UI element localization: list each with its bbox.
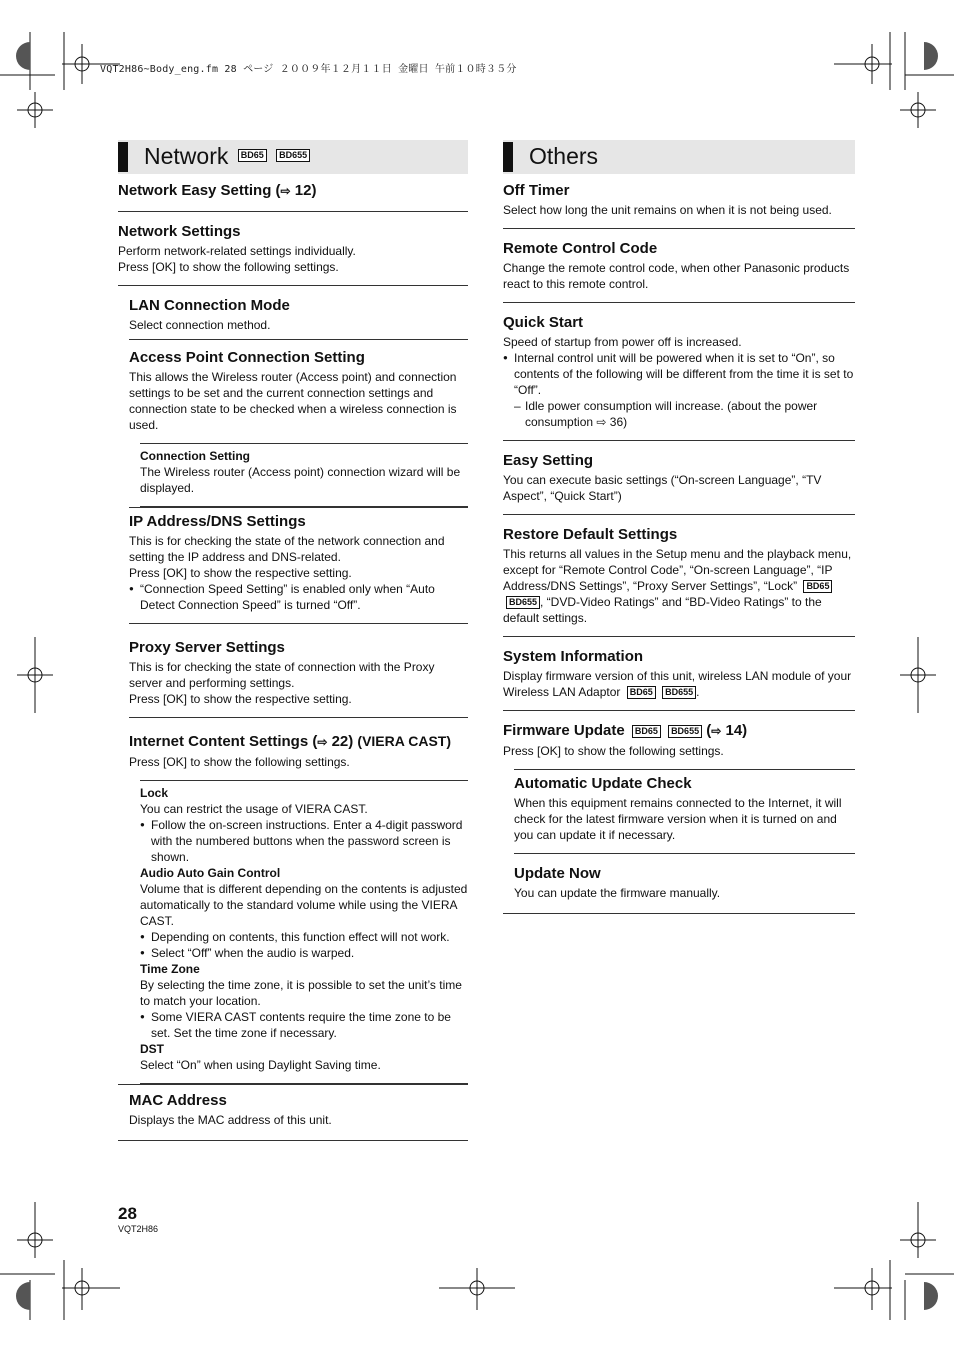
others-column xyxy=(503,140,855,924)
restore-defaults-title: Restore Default Settings xyxy=(503,526,678,543)
proxy-instruction: Press [OK] to show the respective setting. xyxy=(129,692,352,706)
lock-text: You can restrict the usage of VIERA CAST. xyxy=(140,802,368,816)
access-point-title: Access Point Connection Setting xyxy=(129,349,365,366)
arrow-icon: ⇨ xyxy=(596,415,607,429)
remote-code-title: Remote Control Code xyxy=(503,240,658,257)
system-info-title: System Information xyxy=(503,648,644,665)
system-info-text: Display firmware version of this unit, wireless LAN module of your Wireless LAN Adaptor BD65 BD655 . xyxy=(503,669,852,699)
update-now-text: You can update the firmware manually. xyxy=(514,886,721,900)
quick-start-title: Quick Start xyxy=(503,314,584,331)
section-bar xyxy=(118,142,128,172)
arrow-icon: ⇨ xyxy=(711,724,722,738)
connection-setting-block xyxy=(140,443,468,507)
restore-defaults-text: This returns all values in the Setup menu and the playback menu, except for “Remote Control Code”, “On-screen Language”, “IP Address/DNS Settings”, “Proxy Server Settings”, “Lock” BD65 BD655 , “DVD-Video Ratings” and “BD-Video Ratings” to the default settings. xyxy=(503,547,852,625)
connection-setting-text: The Wireless router (Access point) connection wizard will be displayed. xyxy=(140,465,461,495)
lan-connection-title: LAN Connection Mode xyxy=(129,297,290,314)
ip-dns-block xyxy=(129,507,468,624)
ip-dns-instruction: Press [OK] to show the respective setting. xyxy=(129,566,352,580)
arrow-icon: ⇨ xyxy=(280,184,291,198)
time-zone-text: By selecting the time zone, it is possible to set the unit’s time to match your location. xyxy=(140,978,462,1008)
network-section-header xyxy=(118,140,468,174)
proxy-block xyxy=(129,634,468,718)
remote-code-text: Change the remote control code, when other Panasonic products react to this remote control. xyxy=(503,261,850,291)
ip-dns-text: This is for checking the state of the network connection and setting the IP address and DNS-related. xyxy=(129,534,445,564)
firmware-update-block xyxy=(503,721,855,759)
access-point-block xyxy=(129,348,468,433)
network-settings-block xyxy=(118,222,468,286)
firmware-update-title: Firmware Update BD65 BD655 (⇨ 14) xyxy=(503,722,748,739)
agc-note-1: ● Depending on contents, this function effect will not work. xyxy=(140,929,468,945)
section-bar xyxy=(503,142,513,172)
bd655-badge: BD655 xyxy=(662,686,696,699)
off-timer-text: Select how long the unit remains on when it is not being used. xyxy=(503,203,832,217)
internet-content-title: Internet Content Settings (⇨ 22) (VIERA CAST) xyxy=(129,733,452,750)
easy-setting-title: Easy Setting xyxy=(503,452,594,469)
lock-title: Lock xyxy=(140,786,169,800)
internet-content-block xyxy=(129,728,468,770)
connection-setting-title: Connection Setting xyxy=(140,449,250,463)
time-zone-note: ● Some VIERA CAST contents require the time zone to be set. Set the time zone if necessary. xyxy=(140,1009,468,1041)
system-info-block xyxy=(503,647,855,711)
mac-address-title: MAC Address xyxy=(129,1092,227,1109)
auto-update-text: When this equipment remains connected to the Internet, it will check for the latest firmware version when it is turned on and you can update it if necessary. xyxy=(514,796,842,842)
bd65-badge: BD65 xyxy=(238,149,267,162)
internet-sub-block xyxy=(140,780,468,1084)
bd65-badge: BD65 xyxy=(803,580,832,593)
network-title: Network xyxy=(144,143,229,169)
remote-code-block xyxy=(503,239,855,303)
bd65-badge: BD65 xyxy=(627,686,656,699)
agc-title: Audio Auto Gain Control xyxy=(140,866,281,880)
lan-connection-block xyxy=(129,296,468,340)
update-now-block xyxy=(503,864,855,914)
mac-address-block xyxy=(118,1084,468,1141)
agc-text: Volume that is different depending on the contents is adjusted automatically to the standard volume while using the VIERA CAST. xyxy=(140,882,468,928)
network-easy-setting-block xyxy=(118,181,468,212)
time-zone-title: Time Zone xyxy=(140,962,200,976)
others-section-header xyxy=(503,140,855,174)
document-code: VQT2H86 xyxy=(118,1224,159,1234)
proxy-title: Proxy Server Settings xyxy=(129,639,285,656)
access-point-text: This allows the Wireless router (Access point) and connection settings to be set and the current connection settings and connection state to be checked when a wireless connection is used. xyxy=(129,370,457,432)
file-slug: VQT2H86~Body_eng.fm 28 ページ ２００９年１２月１１日 金曜日 午前１０時３５分 xyxy=(100,64,517,75)
bd655-badge: BD655 xyxy=(668,725,702,738)
network-settings-title: Network Settings xyxy=(118,223,241,240)
mac-address-text: Displays the MAC address of this unit. xyxy=(129,1113,332,1127)
network-settings-instruction: Press [OK] to show the following settings. xyxy=(118,260,339,274)
easy-setting-block xyxy=(503,451,855,515)
internet-content-instruction: Press [OK] to show the following settings. xyxy=(129,755,350,769)
lock-note: ● Follow the on-screen instructions. Enter a 4-digit password with the numbered buttons when the password screen is shown. xyxy=(140,817,468,865)
quick-start-subnote: – Idle power consumption will increase. (about the power consumption ⇨ 36) xyxy=(503,398,855,430)
quick-start-text: Speed of startup from power off is increased. xyxy=(503,335,742,349)
bd655-badge: BD655 xyxy=(276,149,310,162)
easy-setting-text: You can execute basic settings (“On-screen Language”, “TV Aspect”, “Quick Start”) xyxy=(503,473,822,503)
auto-update-title: Automatic Update Check xyxy=(514,775,692,792)
network-easy-setting-title: Network Easy Setting (⇨ 12) xyxy=(118,182,317,199)
off-timer-block xyxy=(503,181,855,229)
off-timer-title: Off Timer xyxy=(503,182,570,199)
bd655-badge: BD655 xyxy=(506,596,540,609)
others-title: Others xyxy=(529,143,599,169)
quick-start-block xyxy=(503,313,855,441)
ip-dns-note: ● “Connection Speed Setting” is enabled only when “Auto Detect Connection Speed” is turned “Off”. xyxy=(129,581,468,613)
page-number: 28 xyxy=(118,1204,137,1223)
quick-start-note: ● Internal control unit will be powered when it is set to “On”, so contents of the following will be different from the time it is set to “Off”. xyxy=(503,350,855,398)
dst-title: DST xyxy=(140,1042,164,1056)
firmware-update-instruction: Press [OK] to show the following settings. xyxy=(503,744,724,758)
proxy-text: This is for checking the state of connection with the Proxy server and performing settings. xyxy=(129,660,435,690)
agc-note-2: ● Select “Off” when the audio is warped. xyxy=(140,945,468,961)
auto-update-block xyxy=(514,769,855,854)
bd65-badge: BD65 xyxy=(632,725,661,738)
arrow-icon: ⇨ xyxy=(317,735,328,749)
dst-text: Select “On” when using Daylight Saving time. xyxy=(140,1058,381,1072)
ip-dns-title: IP Address/DNS Settings xyxy=(129,513,306,530)
lan-connection-text: Select connection method. xyxy=(129,318,271,332)
restore-defaults-block xyxy=(503,525,855,637)
update-now-title: Update Now xyxy=(514,865,601,882)
network-settings-text: Perform network-related settings individually. xyxy=(118,244,356,258)
network-column xyxy=(118,140,468,1151)
